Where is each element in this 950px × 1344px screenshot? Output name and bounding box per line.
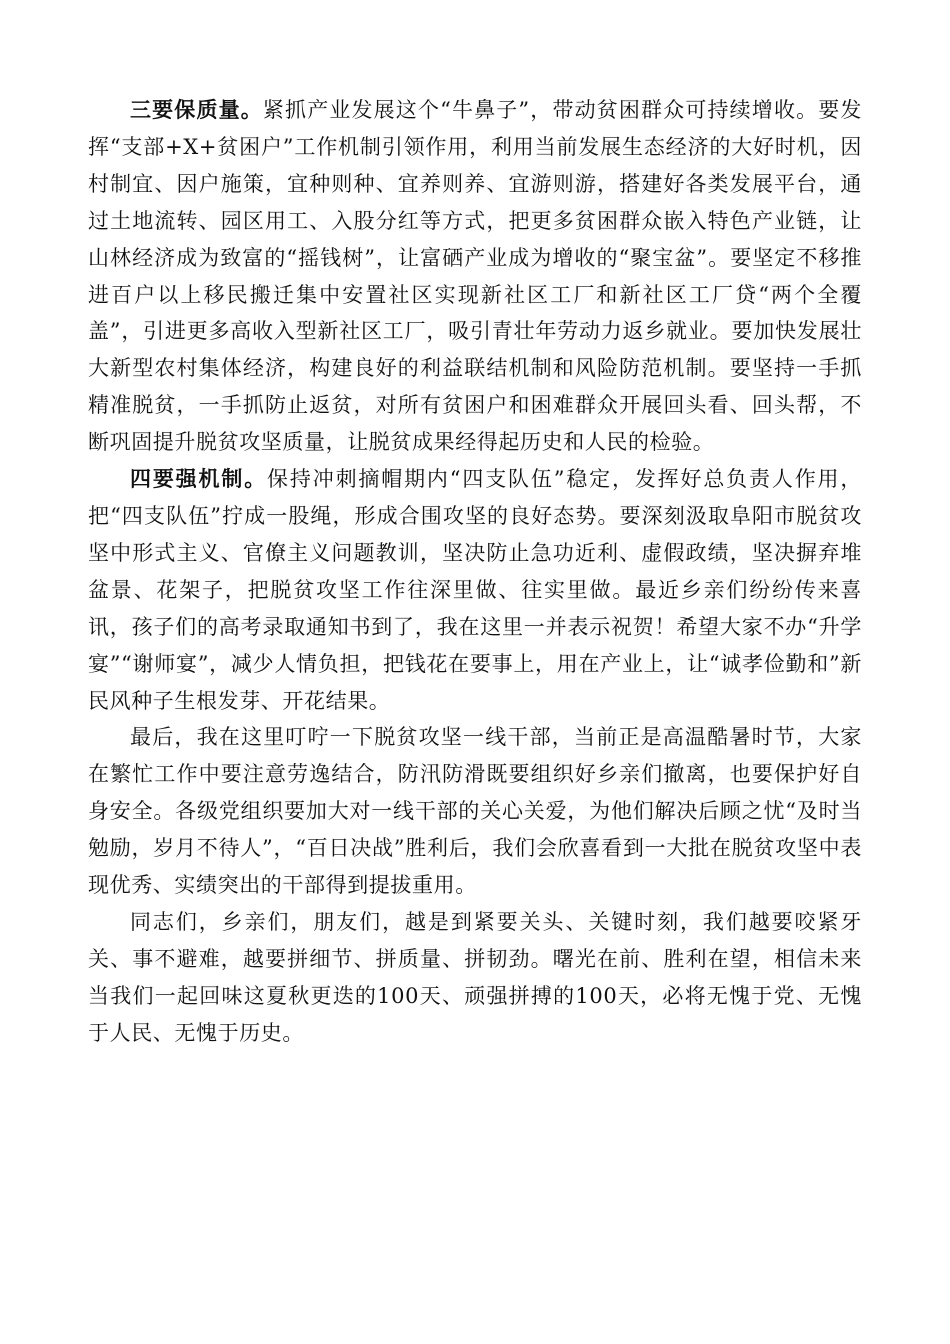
- paragraph-text: 最后，我在这里叮咛一下脱贫攻坚一线干部，当前正是高温酷暑时节，大家在繁忙工作中要注意劳逸结合，防汛防滑既要组织好乡亲们撤离，也要保护好自身安全。各级党组织要加大对一线干部的关心关爱，为他们解决后顾之忧“及时当勉励，岁月不待人”，“百日决战”胜利后，我们会欣喜看到一大批在脱贫攻坚中表现优秀、实绩突出的干部得到提拔重用。: [88, 725, 862, 898]
- paragraph-heading: 四要强机制。: [130, 466, 268, 492]
- paragraph-closing-reminder: [88, 719, 862, 904]
- paragraph-text: 同志们，乡亲们，朋友们，越是到紧要关头、关键时刻，我们越要咬紧牙关、事不避难，越要拼细节、拼质量、拼韧劲。曙光在前、胜利在望，相信未来当我们一起回味这夏秋更迭的100天、顽强拼搏的100天，必将无愧于党、无愧于人民、无愧于历史。: [88, 909, 862, 1045]
- paragraph-text: 保持冲刺摘帽期内“四支队伍”稳定，发挥好总负责人作用，把“四支队伍”拧成一股绳，形成合围攻坚的良好态势。要深刻汲取阜阳市脱贫攻坚中形式主义、官僚主义问题教训，坚决防止急功近利、虚假政绩，坚决摒弃堆盆景、花架子，把脱贫攻坚工作往深里做、往实里做。最近乡亲们纷纷传来喜讯，孩子们的高考录取通知书到了，我在这里一并表示祝贺！希望大家不办“升学宴”“谢师宴”，减少人情负担，把钱花在要事上，用在产业上，让“诚孝俭勤和”新民风种子生根发芽、开花结果。: [88, 467, 862, 713]
- paragraph-text: 紧抓产业发展这个“牛鼻子”，带动贫困群众可持续增收。要发挥“支部+X+贫困户”工作机制引领作用，利用当前发展生态经济的大好时机，因村制宜、因户施策，宜种则种、宜养则养、宜游则游，搭建好各类发展平台，通过土地流转、园区用工、入股分红等方式，把更多贫困群众嵌入特色产业链，让山林经济成为致富的“摇钱树”，让富硒产业成为增收的“聚宝盆”。要坚定不移推进百户以上移民搬迁集中安置社区实现新社区工厂和新社区工厂贷“两个全覆盖”，引进更多高收入型新社区工厂，吸引青壮年劳动力返乡就业。要加快发展壮大新型农村集体经济，构建良好的利益联结机制和风险防范机制。要坚持一手抓精准脱贫，一手抓防止返贫，对所有贫困户和困难群众开展回头看、回头帮，不断巩固提升脱贫攻坚质量，让脱贫成果经得起历史和人民的检验。: [88, 98, 862, 455]
- paragraph-heading: 三要保质量。: [130, 97, 263, 122]
- paragraph-closing-remarks: [88, 904, 862, 1052]
- paragraph-mechanism: [88, 461, 862, 719]
- paragraph-quality: [88, 92, 862, 461]
- document-body: [88, 92, 862, 1052]
